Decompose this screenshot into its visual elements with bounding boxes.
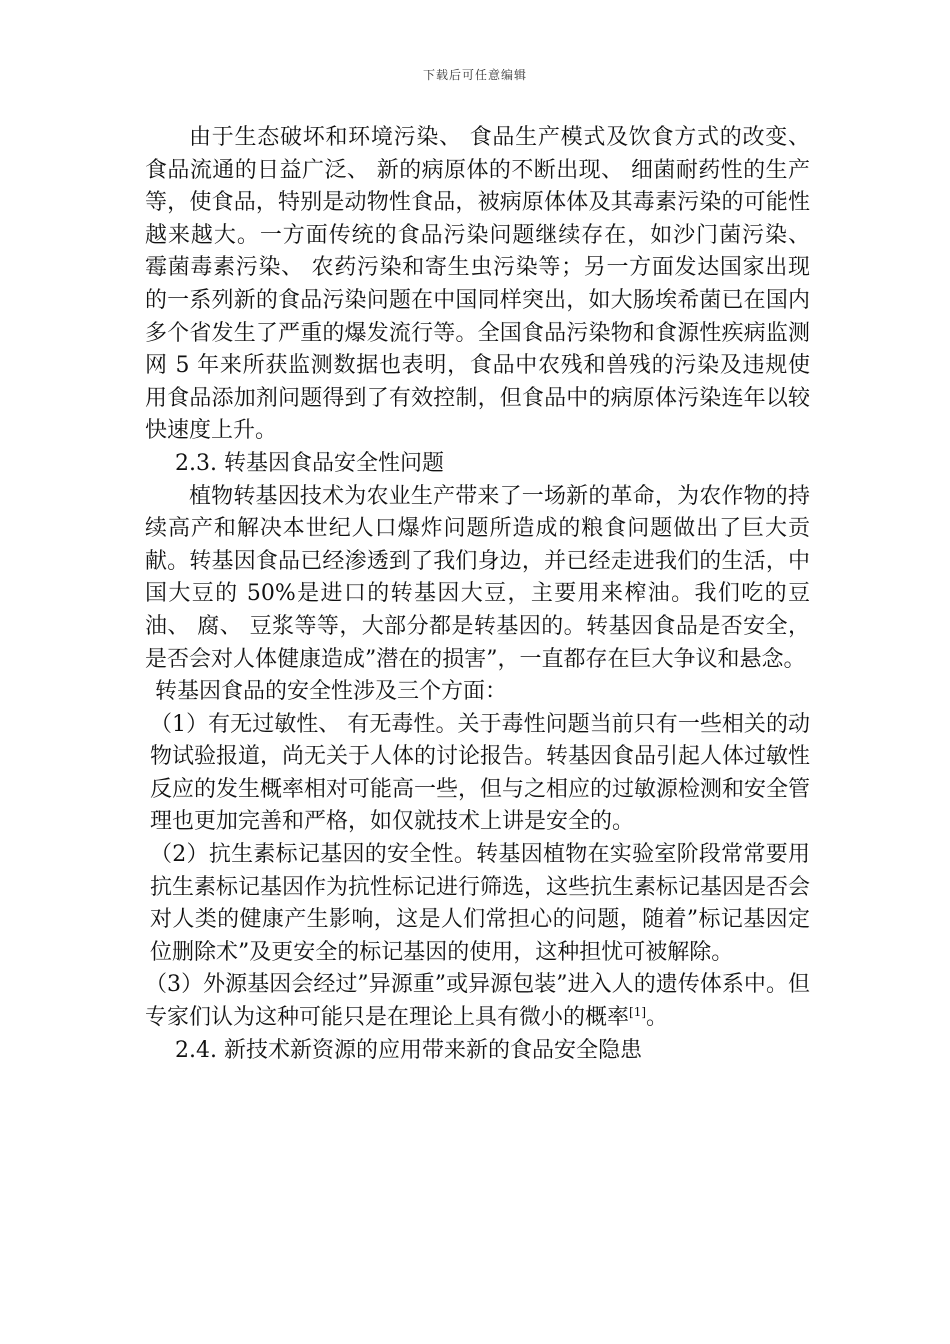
paragraph-food-contamination: 由于生态破坏和环境污染、 食品生产模式及饮食方式的改变、 食品流通的日益广泛、 新的病原体的不断出现、 细菌耐药性的生产等，使食品，特别是动物性食品，被病原体体及其毒素污染的可能性越来越大。一方面传统的食品污染问题继续存在，如沙门菌污染、 霉菌毒素污染、 农药污染和寄生虫污染等；另一方面发达国家出现的一系列新的食品污染问题在中国同样突出，如大肠埃希菌已在国内多个省发生了严重的爆发流行等。全国食品污染物和食源性疾病监测网 5 年来所获监测数据也表明，食品中农残和兽残的污染及违规使用食品添加剂问题得到了有效控制，但食品中的病原体污染连年以较快速度上升。: [145, 125, 810, 444]
section-heading-2-3: 2.3. 转基因食品安全性问题: [175, 450, 444, 476]
citation-reference[interactable]: [1]: [629, 1005, 647, 1020]
foreign-gene-text: （3）外源基因会经过”异源重”或异源包装”进入人的遗传体系中。但专家们认为这种可能只是在理论上具有微小的概率: [145, 972, 810, 1031]
paragraph-antibiotic-marker: （2）抗生素标记基因的安全性。转基因植物在实验室阶段常常要用抗生素标记基因作为抗性标记进行筛选，这些抗生素标记基因是否会对人类的健康产生影响，这是人们常担心的问题，随着”标记基因定位删除术”及更安全的标记基因的使用，这种担忧可被解除。: [150, 842, 811, 965]
document-body: [145, 122, 810, 1067]
page-header: 下载后可任意编辑: [422, 68, 527, 82]
paragraph-allergy-toxicity: （1）有无过敏性、 有无毒性。关于毒性问题当前只有一些相关的动物试验报道，尚无关于人体的讨论报告。转基因食品引起人体过敏性反应的发生概率相对可能高一些，但与之相应的过敏源检测和安全管理也更加完善和严格，如仅就技术上讲是安全的。: [150, 711, 811, 835]
foreign-gene-end: 。: [646, 1005, 669, 1031]
paragraph-gm-technology: 植物转基因技术为农业生产带来了一场新的革命，为农作物的持续高产和解决本世纪人口爆炸问题所造成的粮食问题做出了巨大贡献。转基因食品已经渗透到了我们身边，并已经走进我们的生活，中国大豆的 50%是进口的转基因大豆，主要用来榨油。我们吃的豆油、 腐、 豆浆等等，大部分都是转基因的。转基因食品是否安全，是否会对人体健康造成”潜在的损害”，一直都存在巨大争议和悬念。: [145, 483, 810, 672]
section-heading-2-4: 2.4. 新技术新资源的应用带来新的食品安全隐患: [175, 1037, 642, 1063]
paragraph-gm-three-aspects: 转基因食品的安全性涉及三个方面：: [155, 679, 508, 705]
paragraph-foreign-gene: [145, 969, 810, 1034]
